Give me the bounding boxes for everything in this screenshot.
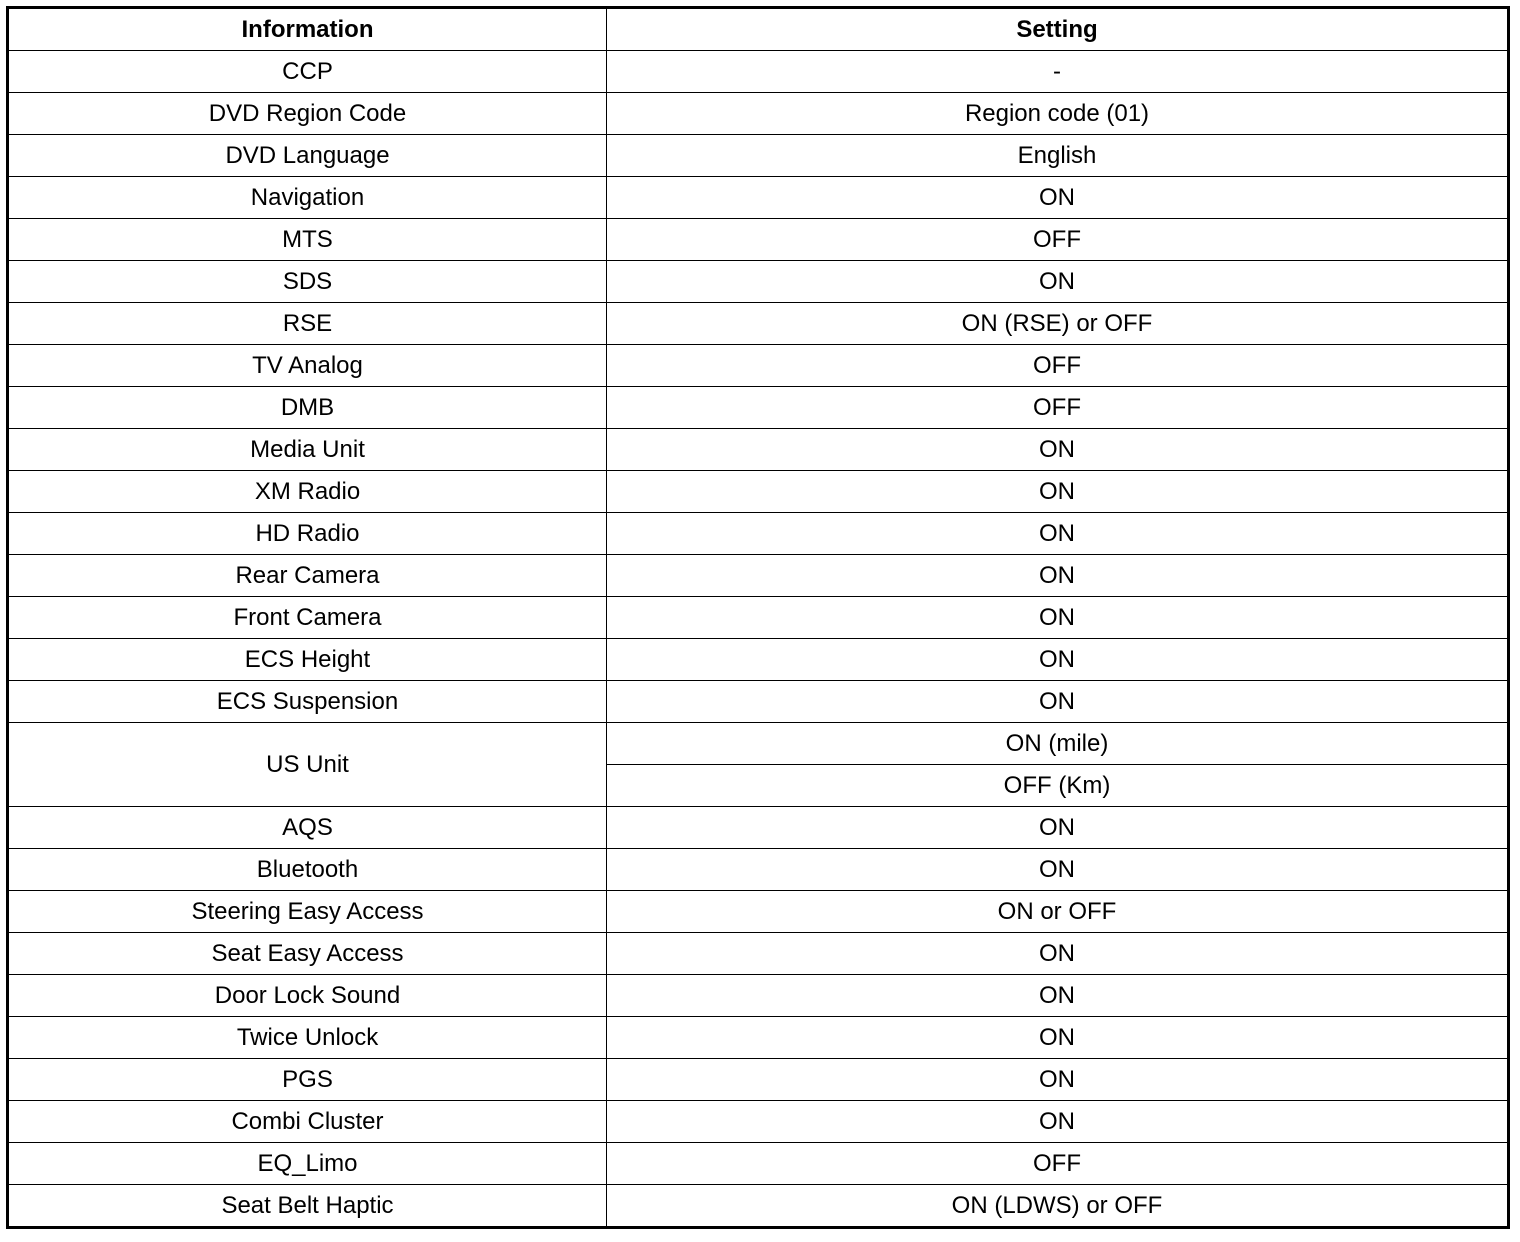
information-cell: AQS <box>8 807 607 849</box>
table-row <box>8 597 1509 639</box>
table-row <box>8 933 1509 975</box>
table-row <box>8 345 1509 387</box>
setting-cell: Region code (01) <box>607 93 1509 135</box>
column-header-information: Information <box>8 8 607 51</box>
setting-cell: ON <box>607 429 1509 471</box>
information-cell: Steering Easy Access <box>8 891 607 933</box>
information-cell: TV Analog <box>8 345 607 387</box>
setting-cell: ON <box>607 807 1509 849</box>
information-cell: US Unit <box>8 723 607 807</box>
information-cell: PGS <box>8 1059 607 1101</box>
table-row <box>8 1017 1509 1059</box>
information-cell: MTS <box>8 219 607 261</box>
setting-cell: ON <box>607 1101 1509 1143</box>
table-row <box>8 303 1509 345</box>
information-cell: DVD Region Code <box>8 93 607 135</box>
table-row <box>8 177 1509 219</box>
setting-cell: ON <box>607 513 1509 555</box>
information-cell: Navigation <box>8 177 607 219</box>
setting-cell: ON (RSE) or OFF <box>607 303 1509 345</box>
information-cell: Media Unit <box>8 429 607 471</box>
information-cell: Bluetooth <box>8 849 607 891</box>
setting-cell: ON (mile) <box>607 723 1509 765</box>
table-row <box>8 723 1509 765</box>
information-cell: Twice Unlock <box>8 1017 607 1059</box>
information-cell: Combi Cluster <box>8 1101 607 1143</box>
setting-cell: OFF <box>607 345 1509 387</box>
setting-cell: ON <box>607 681 1509 723</box>
table-row <box>8 219 1509 261</box>
information-cell: Seat Belt Haptic <box>8 1185 607 1228</box>
setting-cell: - <box>607 51 1509 93</box>
table-row <box>8 849 1509 891</box>
information-cell: DMB <box>8 387 607 429</box>
table-row <box>8 51 1509 93</box>
setting-cell: ON <box>607 471 1509 513</box>
table-row <box>8 429 1509 471</box>
table-body <box>8 51 1509 1228</box>
table-row <box>8 639 1509 681</box>
setting-cell: ON <box>607 555 1509 597</box>
column-header-setting: Setting <box>607 8 1509 51</box>
table-row <box>8 135 1509 177</box>
setting-cell: ON <box>607 639 1509 681</box>
table-row <box>8 1143 1509 1185</box>
table-row <box>8 891 1509 933</box>
information-cell: SDS <box>8 261 607 303</box>
table-row <box>8 555 1509 597</box>
setting-cell: ON <box>607 933 1509 975</box>
information-cell: Seat Easy Access <box>8 933 607 975</box>
setting-cell: ON <box>607 1017 1509 1059</box>
information-cell: ECS Suspension <box>8 681 607 723</box>
setting-cell: ON <box>607 975 1509 1017</box>
header-row <box>8 8 1509 51</box>
information-cell: Rear Camera <box>8 555 607 597</box>
setting-cell: ON <box>607 177 1509 219</box>
table-row <box>8 261 1509 303</box>
information-cell: Front Camera <box>8 597 607 639</box>
setting-cell: OFF (Km) <box>607 765 1509 807</box>
information-cell: Door Lock Sound <box>8 975 607 1017</box>
table-row <box>8 93 1509 135</box>
information-cell: XM Radio <box>8 471 607 513</box>
table-row <box>8 975 1509 1017</box>
table-row <box>8 681 1509 723</box>
information-cell: CCP <box>8 51 607 93</box>
information-cell: RSE <box>8 303 607 345</box>
table-row <box>8 387 1509 429</box>
setting-cell: ON or OFF <box>607 891 1509 933</box>
setting-cell: ON <box>607 597 1509 639</box>
table-row <box>8 807 1509 849</box>
setting-cell: English <box>607 135 1509 177</box>
information-cell: HD Radio <box>8 513 607 555</box>
setting-cell: ON <box>607 1059 1509 1101</box>
information-cell: DVD Language <box>8 135 607 177</box>
setting-cell: OFF <box>607 387 1509 429</box>
setting-cell: OFF <box>607 219 1509 261</box>
settings-table <box>6 6 1510 1229</box>
table-row <box>8 471 1509 513</box>
table-row <box>8 1059 1509 1101</box>
setting-cell: ON (LDWS) or OFF <box>607 1185 1509 1228</box>
setting-cell: ON <box>607 849 1509 891</box>
information-cell: ECS Height <box>8 639 607 681</box>
table-row <box>8 1101 1509 1143</box>
table-row <box>8 1185 1509 1228</box>
setting-cell: OFF <box>607 1143 1509 1185</box>
table-row <box>8 513 1509 555</box>
setting-cell: ON <box>607 261 1509 303</box>
information-cell: EQ_Limo <box>8 1143 607 1185</box>
table-header <box>8 8 1509 51</box>
